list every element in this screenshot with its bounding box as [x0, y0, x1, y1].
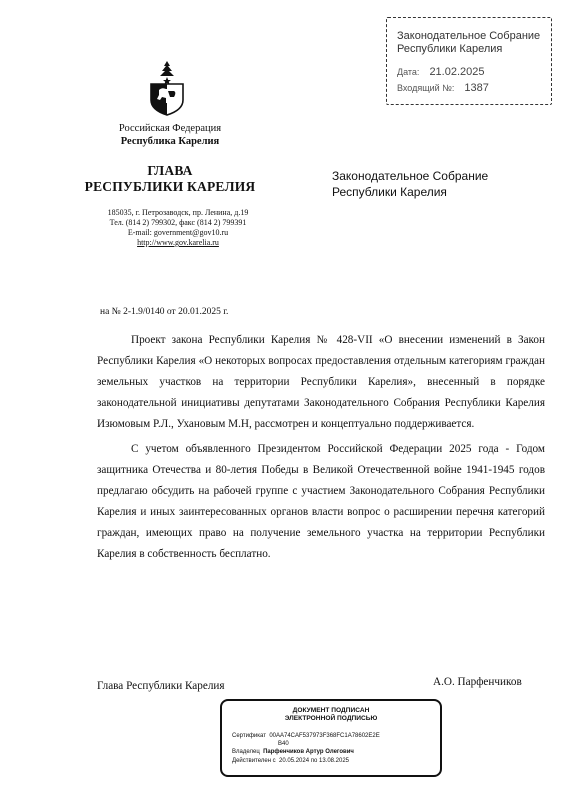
stamp-date-row: [397, 66, 485, 78]
issuer-address: 185035, г. Петрозаводск, пр. Ленина, д.19: [107, 208, 249, 217]
addressee: Законодательное Собрание Республики Карелия: [332, 169, 489, 199]
stamp-date-value: 21.02.2025: [429, 66, 485, 78]
stamp-in-label: Входящий №:: [397, 83, 455, 93]
esig-owner: Владелец Парфенчиков Артур Олегович: [232, 749, 354, 755]
country-line: Российская Федерация: [118, 123, 222, 134]
signatory-position: Глава Республики Карелия: [97, 680, 225, 692]
esig-valid: Действителен с 20.05.2024 по 13.08.2025: [232, 758, 350, 764]
letter-body: [97, 330, 545, 565]
republic-line: Республика Карелия: [120, 136, 220, 147]
electronic-signature-stamp: [220, 699, 442, 777]
issuer-phone: Тел. (814 2) 799302, факс (814 2) 799391: [109, 218, 247, 227]
body-paragraph-1: Проект закона Республики Карелия № 428-VII «О внесении изменений в Закон Республики Карелия «О некоторых вопросах предоставления отдельным категориям граждан земельных участков на территории Республики Карелия», внесенный в порядке законодательной инициативы депутатами Законодательного Собрания Республики Карелия Изюмовым Р.Л., Ухановым М.Н, рассмотрен и концептуально поддерживается.: [97, 334, 545, 430]
signatory-name: А.О. Парфенчиков: [433, 676, 522, 688]
issuer-contacts: [88, 208, 268, 248]
esig-cert: Сертификат 00AA74CAF537973F368FC1A78602E2E: [232, 733, 380, 739]
body-paragraph-2: С учетом объявленного Президентом Российской Федерации 2025 года - Годом защитника Отечества и 80-летия Победы в Великой Отечественной войне 1941-1945 годов предлагаю обсудить на рабочей группе с участием Законодательного Собрания Республики Карелия и иных заинтересованных органов власти вопрос о расширении перечня категорий граждан, имеющих право на получение земельного участка на территории Республики Карелия в собственность бесплатно.: [97, 443, 545, 560]
issuer-website-link[interactable]: http://www.gov.karelia.ru: [137, 238, 219, 247]
stamp-org: Законодательное Собрание Республики Карелия: [397, 30, 541, 55]
registration-stamp: [386, 17, 552, 105]
issuer-country: [100, 122, 240, 148]
stamp-date-label: Дата:: [397, 67, 420, 77]
stamp-in-row: [397, 82, 489, 94]
karelia-coat-of-arms-icon: [148, 60, 186, 116]
reference-number: на № 2-1.9/0140 от 20.01.2025 г.: [100, 307, 229, 317]
issuer-title: ГЛАВА РЕСПУБЛИКИ КАРЕЛИЯ: [84, 163, 256, 194]
esig-title: ДОКУМЕНТ ПОДПИСАН ЭЛЕКТРОННОЙ ПОДПИСЬЮ: [284, 707, 378, 722]
issuer-email: E-mail: government@gov10.ru: [127, 228, 229, 237]
stamp-in-value: 1387: [464, 82, 489, 94]
esig-cert-cont: B40: [278, 741, 289, 747]
